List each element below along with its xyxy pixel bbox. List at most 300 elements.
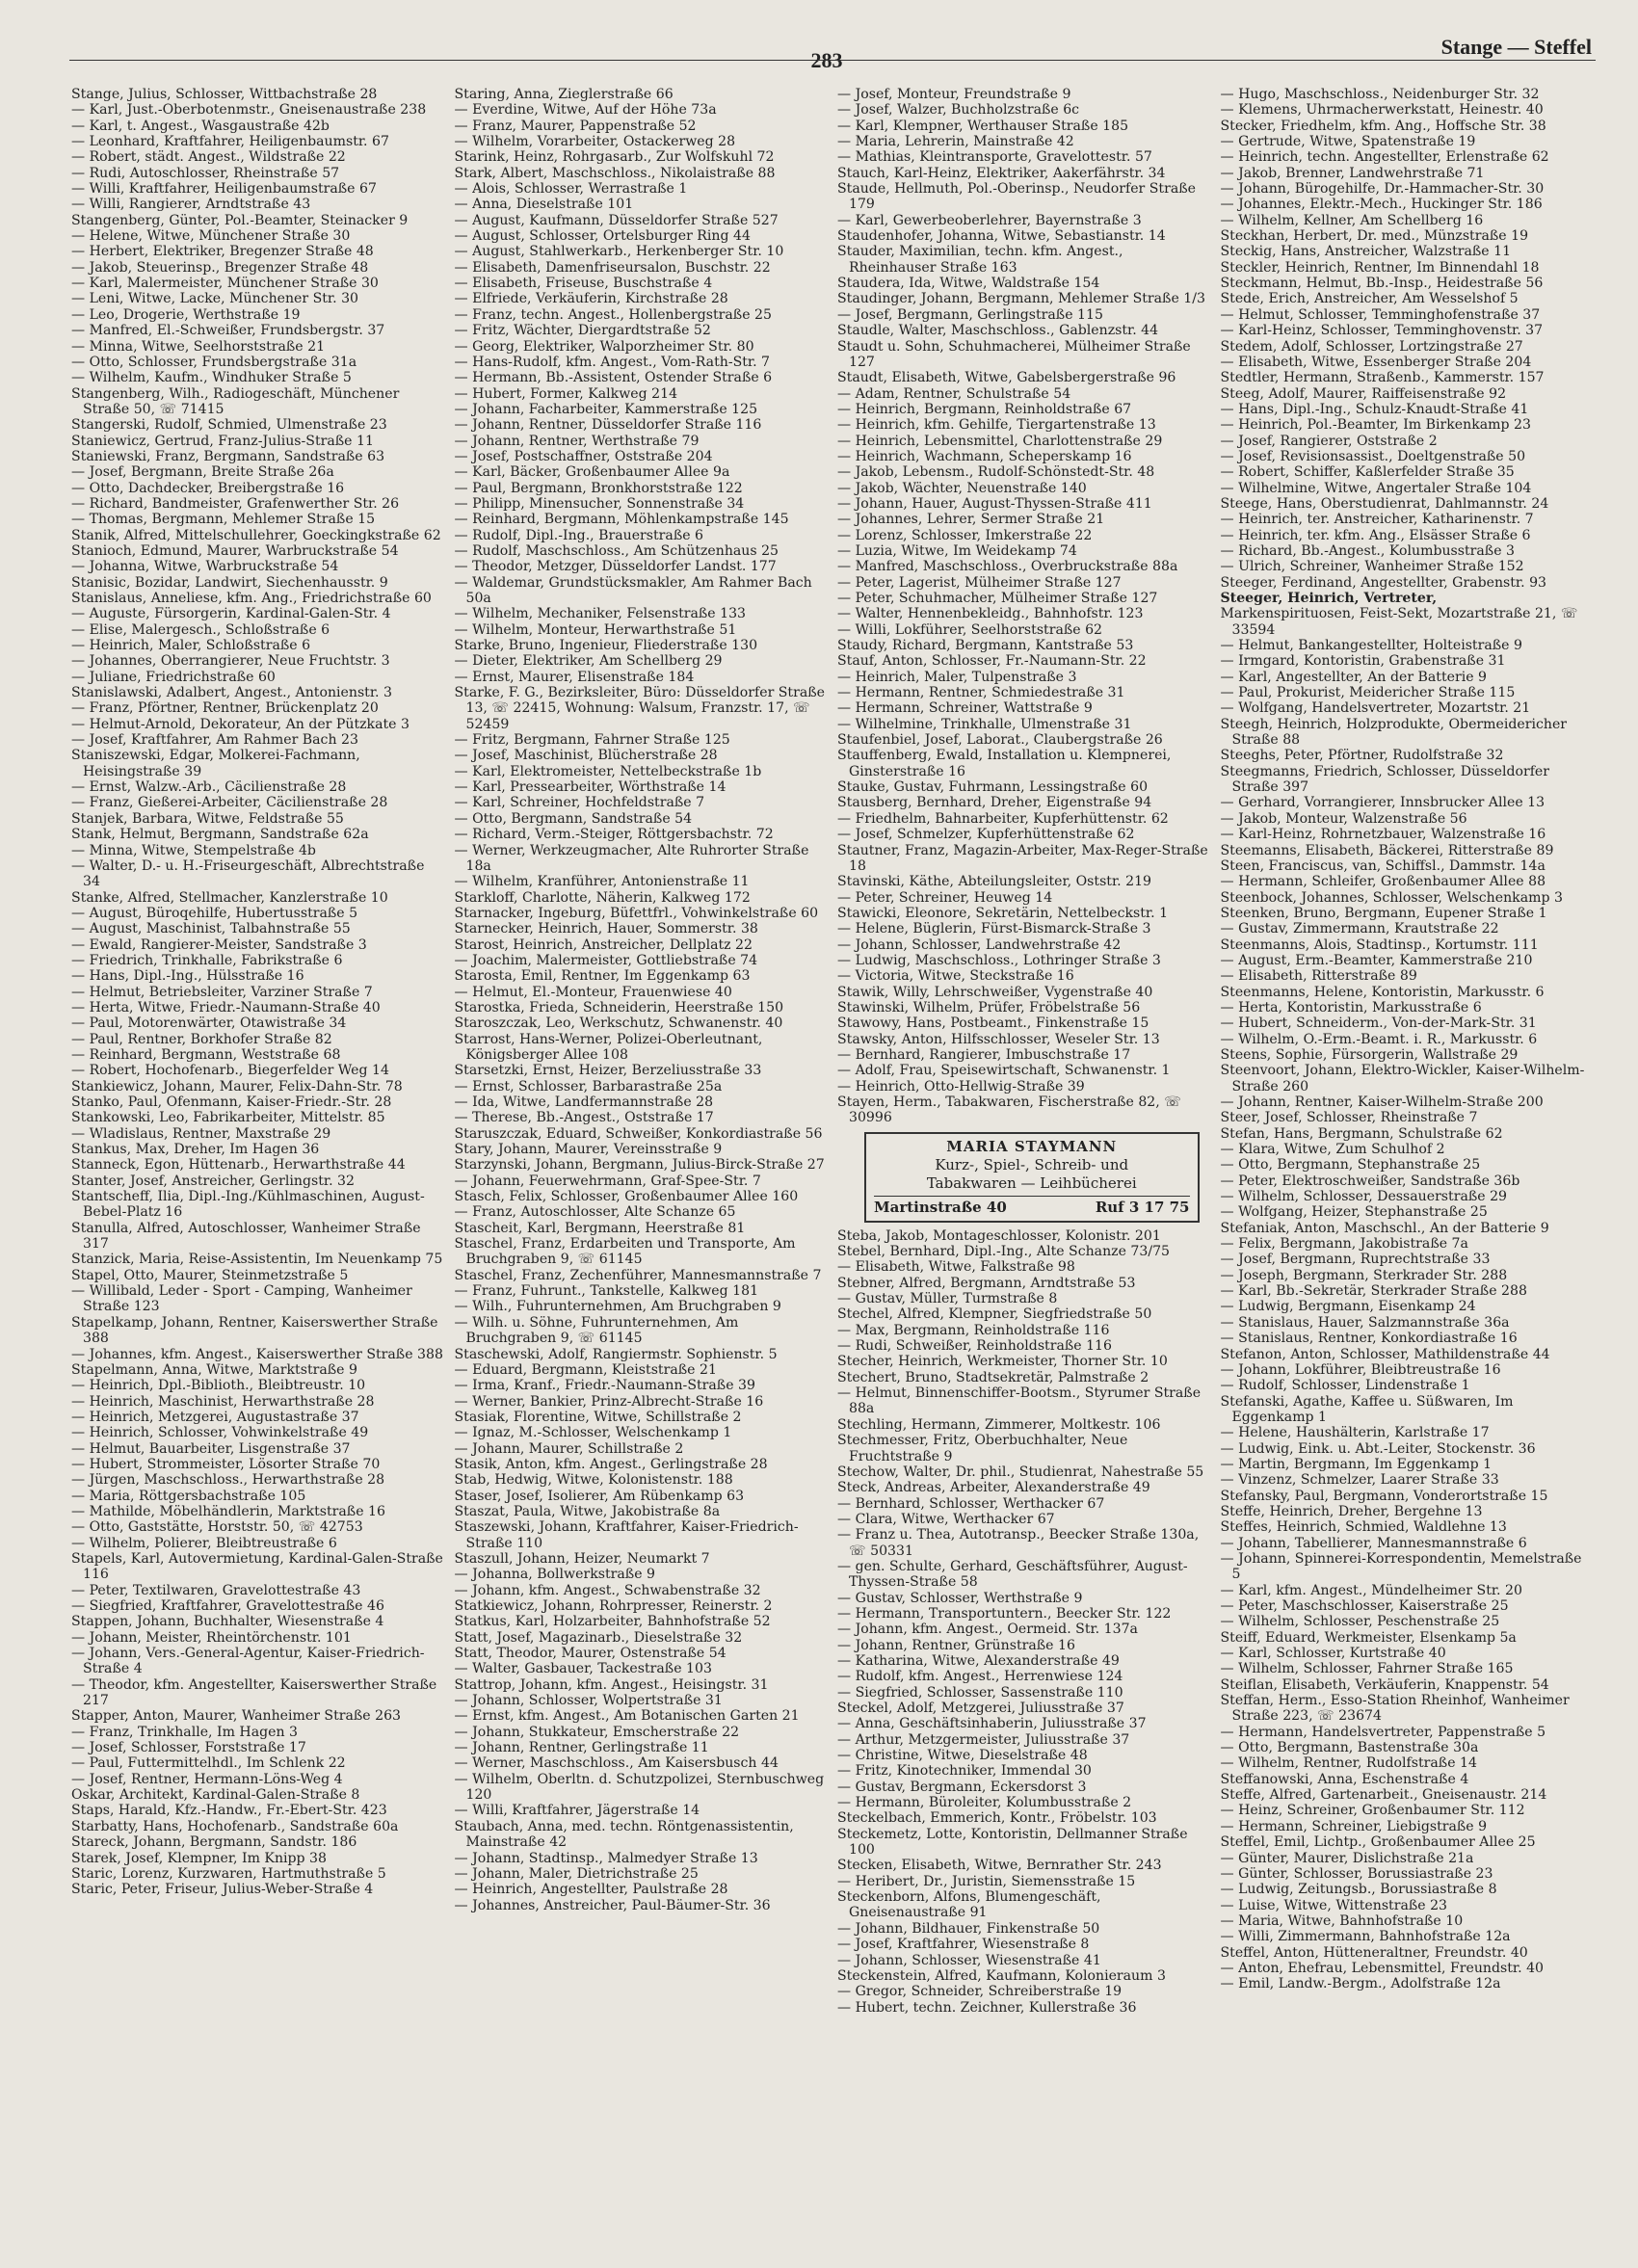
directory-entry: — Richard, Bb.-Angest., Kolumbusstraße 3 [1220, 542, 1516, 559]
directory-entry: Steba, Jakob, Montageschlosser, Kolonistr. 201 [837, 1227, 1161, 1244]
directory-entry: — Rudolf, Dipl.-Ing., Brauerstraße 6 [454, 527, 704, 543]
directory-entry: — Paul, Prokurist, Meidericher Straße 115 [1220, 685, 1516, 701]
directory-entry: — Adolf, Frau, Speisewirtschaft, Schwanenstr. 1 [837, 1063, 1171, 1079]
directory-entry: — August, Kaufmann, Düsseldorfer Straße 527 [454, 212, 779, 228]
directory-entry: — Gustav, Zimmermann, Krautstraße 22 [1220, 921, 1499, 937]
directory-entry: — Johann, Meister, Rheintörchenstr. 101 [71, 1629, 352, 1646]
directory-entry: — Karl, Angestellter, An der Batterie 9 [1220, 669, 1488, 685]
directory-entry: Stawik, Willy, Lehrschweißer, Vygenstraße 40 [837, 984, 1153, 1000]
directory-entry: — Josef, Bergmann, Ruprechtstraße 33 [1220, 1252, 1491, 1268]
ad-phone: Ruf 3 17 75 [1095, 1198, 1190, 1216]
directory-entry: Staudle, Walter, Maschschloss., Gablenzstr. 44 [837, 323, 1159, 339]
directory-entry: Staudt, Elisabeth, Witwe, Gabelsbergerstraße 96 [837, 370, 1176, 386]
directory-entry: — Hubert, Schneiderm., Von-der-Mark-Str. 31 [1220, 1015, 1537, 1032]
directory-entry: — Ernst, Schlosser, Barbarastraße 25a [454, 1078, 723, 1094]
directory-entry: — Heinrich, Pol.-Beamter, Im Birkenkamp 23 [1220, 417, 1531, 434]
directory-entry: Staniewski, Franz, Bergmann, Sandstraße 63 [71, 448, 385, 464]
directory-entry: Stanioch, Edmund, Maurer, Warbruckstraße 54 [71, 542, 399, 559]
directory-entry: — Martin, Bergmann, Im Eggenkamp 1 [1220, 1456, 1493, 1472]
directory-entry: — Karl, Elektromeister, Nettelbeckstraße 1b [454, 763, 762, 779]
directory-entry: — Gustav, Müller, Turmstraße 8 [837, 1291, 1058, 1307]
directory-entry: — Karl, Malermeister, Münchener Straße 30 [71, 276, 379, 292]
directory-entry: — Paul, Bergmann, Bronkhorststraße 122 [454, 480, 743, 496]
directory-entry: Stapelkamp, Johann, Rentner, Kaiserswerther Straße 388 [71, 1314, 438, 1347]
directory-entry: — Robert, Schiffer, Kaßlerfelder Straße 35 [1220, 464, 1515, 481]
directory-entry: Stauke, Gustav, Fuhrmann, Lessingstraße 60 [837, 779, 1149, 796]
directory-entry: Steckenstein, Alfred, Kaufmann, Kolonieraum 3 [837, 1967, 1166, 1984]
directory-entry: — Gregor, Schneider, Schreiberstraße 19 [837, 1984, 1123, 2000]
directory-entry: Statt, Josef, Magazinarb., Dieselstraße 32 [454, 1629, 743, 1646]
directory-entry: — Wilhelm, O.-Erm.-Beamt. i. R., Markusstr. 6 [1220, 1031, 1538, 1047]
directory-entry: Staric, Peter, Friseur, Julius-Weber-Straße 4 [71, 1882, 374, 1898]
directory-entry: — Franz, Pförtner, Rentner, Brückenplatz 20 [71, 700, 379, 717]
directory-entry: — Reinhard, Bergmann, Möhlenkampstraße 145 [454, 512, 789, 528]
directory-entry: Stangerski, Rudolf, Schmied, Ulmenstraße 23 [71, 417, 387, 434]
directory-entry: — Ernst, Maurer, Elisenstraße 184 [454, 669, 695, 685]
directory-entry: — Wilh. u. Söhne, Fuhrunternehmen, Am Bruchgraben 9, ☏ 61145 [454, 1314, 739, 1347]
directory-entry: — August, Erm.-Beamter, Kammerstraße 210 [1220, 952, 1533, 968]
directory-entry: — Hugo, Maschschloss., Neidenburger Str. 32 [1220, 87, 1540, 102]
directory-entry: Stayen, Herm., Tabakwaren, Fischerstraße 82, ☏ 30996 [837, 1094, 1181, 1126]
directory-entry: — Johann, Rentner, Grünstraße 16 [837, 1637, 1075, 1653]
directory-entry: — Victoria, Witwe, Steckstraße 16 [837, 968, 1074, 985]
directory-entry: — Johann, kfm. Angest., Schwabenstraße 32 [454, 1582, 761, 1598]
directory-entry: — Rudolf, Schlosser, Lindenstraße 1 [1220, 1378, 1470, 1394]
directory-entry: Stankus, Max, Dreher, Im Hagen 36 [71, 1142, 320, 1158]
directory-entry: — Josef, Rangierer, Oststraße 2 [1220, 433, 1438, 449]
directory-entry: — Heinrich, techn. Angestellter, Erlenstraße 62 [1220, 149, 1549, 166]
directory-entry: Stanislawski, Adalbert, Angest., Antonienstr. 3 [71, 685, 392, 701]
directory-entry: — Hubert, techn. Zeichner, Kullerstraße 36 [837, 1999, 1137, 2016]
directory-entry: — Felix, Bergmann, Jakobistraße 7a [1220, 1236, 1468, 1253]
directory-entry: — Karl, t. Angest., Wasgaustraße 42b [71, 118, 330, 134]
directory-entry: Stausberg, Bernhard, Dreher, Eigenstraße 94 [837, 795, 1152, 811]
directory-entry: — Josef, Kraftfahrer, Wiesenstraße 8 [837, 1937, 1090, 1953]
directory-entry: — Robert, städt. Angest., Wildstraße 22 [71, 149, 346, 166]
directory-entry: — Franz, Gießerei-Arbeiter, Cäcilienstraße 28 [71, 795, 388, 811]
directory-entry: — Wilhelm, Kranführer, Antonienstraße 11 [454, 874, 750, 890]
directory-entry: — Minna, Witwe, Seelhorststraße 21 [71, 338, 326, 355]
directory-entry: Stanislaus, Anneliese, kfm. Ang., Friedrichstraße 60 [71, 591, 432, 606]
directory-entry: — Karl, Bäcker, Großenbaumer Allee 9a [454, 464, 730, 481]
directory-entry: Stefaniak, Anton, Maschschl., An der Batterie 9 [1220, 1220, 1549, 1236]
directory-entry: — Karl, Pressearbeiter, Wörthstraße 14 [454, 779, 727, 796]
directory-entry: Stangenberg, Wilh., Radiogeschäft, Münchener Straße 50, ☏ 71415 [71, 385, 400, 417]
directory-entry: Stecken, Elisabeth, Witwe, Bernrather Str. 243 [837, 1858, 1162, 1874]
directory-entry: — Wilhelm, Polierer, Bleibtreustraße 6 [71, 1535, 337, 1551]
directory-entry: — Ludwig, Zeitungsb., Borussiastraße 8 [1220, 1882, 1497, 1898]
directory-entry: — Franz, Autoschlosser, Alte Schanze 65 [454, 1204, 736, 1221]
directory-entry: — Otto, Dachdecker, Breibergstraße 16 [71, 480, 345, 496]
directory-entry: — Maria, Röttgersbachstraße 105 [71, 1488, 306, 1504]
directory-entry: — August, Maschinist, Talbahnstraße 55 [71, 921, 351, 937]
directory-entry: — Philipp, Minensucher, Sonnenstraße 34 [454, 495, 745, 512]
directory-entry: — Herta, Witwe, Friedr.-Naumann-Straße 40 [71, 999, 381, 1015]
directory-entry: — Hermann, Handelsvertreter, Pappenstraße 5 [1220, 1724, 1546, 1740]
directory-entry: — Helmut-Arnold, Dekorateur, An der Pützkate 3 [71, 716, 410, 732]
directory-entry: Stanter, Josef, Anstreicher, Gerlingstr. 32 [71, 1173, 355, 1189]
directory-entry: — Joseph, Bergmann, Sterkrader Str. 288 [1220, 1267, 1508, 1283]
directory-entry: — Fritz, Bergmann, Fahrner Straße 125 [454, 732, 730, 749]
directory-entry: — Max, Bergmann, Reinholdstraße 116 [837, 1322, 1110, 1338]
directory-entry: — Wilhelmine, Witwe, Angertaler Straße 104 [1220, 480, 1532, 496]
directory-entry: — Elisabeth, Damenfriseursalon, Buschstr. 22 [454, 259, 771, 276]
directory-entry: — Jakob, Wächter, Neuenstraße 140 [837, 480, 1087, 496]
directory-entry: — Wilhelm, Schlosser, Dessauerstraße 29 [1220, 1189, 1508, 1205]
directory-entry: — Clara, Witwe, Werthacker 67 [837, 1511, 1055, 1527]
directory-entry: Staubach, Anna, med. techn. Röntgenassistentin, Mainstraße 42 [454, 1818, 794, 1851]
directory-entry: Statt, Theodor, Maurer, Ostenstraße 54 [454, 1646, 727, 1662]
directory-entry: — Johann, Bildhauer, Finkenstraße 50 [837, 1920, 1100, 1937]
directory-entry: — Rudi, Autoschlosser, Rheinstraße 57 [71, 165, 340, 181]
directory-entry: — Wolfgang, Handelsvertreter, Mozartstr. 21 [1220, 700, 1531, 717]
directory-entry: — Wilhelm, Schlosser, Fahrner Straße 165 [1220, 1661, 1514, 1677]
directory-entry: Stechmesser, Fritz, Oberbuchhalter, Neue Fruchtstraße 9 [837, 1433, 1128, 1464]
directory-entry: — Josef, Revisionsassist., Doeltgenstraße 50 [1220, 448, 1526, 464]
directory-entry: — Jakob, Lebensm., Rudolf-Schönstedt-Str. 48 [837, 464, 1155, 481]
directory-entry: — Jürgen, Maschschloss., Herwarthstraße 28 [71, 1472, 385, 1489]
directory-entry: — Bernhard, Rangierer, Imbuschstraße 17 [837, 1046, 1131, 1063]
directory-entry: — Johann, Facharbeiter, Kammerstraße 125 [454, 401, 758, 417]
directory-entry: — Richard, Bandmeister, Grafenwerther Str. 26 [71, 495, 400, 512]
directory-entry: — Anton, Ehefrau, Lebensmittel, Freundstr. 40 [1220, 1960, 1545, 1976]
directory-entry: — Maria, Witwe, Bahnhofstraße 10 [1220, 1912, 1464, 1929]
ad-line1: Kurz-, Spiel-, Schreib- und [935, 1155, 1129, 1174]
directory-entry: Steemanns, Elisabeth, Bäckerei, Ritterstraße 89 [1220, 842, 1554, 858]
directory-entry: — Elisabeth, Friseuse, Buschstraße 4 [454, 276, 713, 292]
directory-entry: Steckig, Hans, Anstreicher, Walzstraße 11 [1220, 244, 1512, 260]
directory-entry: Steckel, Adolf, Metzgerei, Juliusstraße 37 [837, 1701, 1124, 1716]
directory-entry: — Johann, Schlosser, Wiesenstraße 41 [837, 1952, 1101, 1968]
directory-entry: — Wilh., Fuhrunternehmen, Am Bruchgraben 9 [454, 1299, 781, 1315]
directory-entry: — Johann, Maler, Dietrichstraße 25 [454, 1865, 699, 1882]
directory-entry: Stefansky, Paul, Bergmann, Vonderortstraße 15 [1220, 1488, 1548, 1504]
directory-entry: Stanjek, Barbara, Witwe, Feldstraße 55 [71, 810, 344, 827]
directory-entry: Stappen, Johann, Buchhalter, Wiesenstraße 4 [71, 1614, 384, 1630]
directory-entry: Stauf, Anton, Schlosser, Fr.-Naumann-Str. 22 [837, 653, 1147, 670]
directory-entry: — Leni, Witwe, Lacke, Münchener Str. 30 [71, 291, 359, 307]
directory-entry: — Peter, Elektroschweißer, Sandstraße 36b [1220, 1173, 1520, 1189]
directory-entry: — Jakob, Monteur, Walzenstraße 56 [1220, 810, 1467, 827]
directory-entry: — Josef, Bergmann, Gerlingstraße 115 [837, 306, 1103, 323]
directory-entry: Staniszewski, Edgar, Molkerei-Fachmann, Heisingstraße 39 [71, 748, 360, 779]
directory-entry: — Heinz, Schreiner, Großenbaumer Str. 112 [1220, 1803, 1525, 1819]
directory-entry: — Heinrich, Otto-Hellwig-Straße 39 [837, 1078, 1085, 1094]
directory-entry: — Ludwig, Eink. u. Abt.-Leiter, Stockenstr. 36 [1220, 1440, 1536, 1457]
directory-entry: — Siegfried, Kraftfahrer, Gravelottestraße 46 [71, 1598, 384, 1614]
directory-entry: — Paul, Futtermittelhdl., Im Schlenk 22 [71, 1755, 346, 1772]
directory-entry: — Vinzenz, Schmelzer, Laarer Straße 33 [1220, 1472, 1499, 1489]
directory-entry: — Josef, Schmelzer, Kupferhüttenstraße 62 [837, 827, 1135, 843]
directory-entry: — Arthur, Metzgermeister, Juliusstraße 37 [837, 1731, 1130, 1748]
directory-entry: — Wilhelm, Kaufm., Windhuker Straße 5 [71, 370, 352, 386]
directory-entry: Stankiewicz, Johann, Maurer, Felix-Dahn-Str. 78 [71, 1078, 403, 1094]
directory-entry: — Minna, Witwe, Stempelstraße 4b [71, 842, 316, 858]
directory-entry: — Franz, Maurer, Pappenstraße 52 [454, 118, 697, 134]
directory-entry: Stapel, Otto, Maurer, Steinmetzstraße 5 [71, 1267, 349, 1283]
directory-entry: — Helmut, Betriebsleiter, Varziner Straße 7 [71, 984, 373, 1000]
directory-entry: — Lorenz, Schlosser, Imkerstraße 22 [837, 527, 1093, 543]
directory-entry: — Josef, Kraftfahrer, Am Rahmer Bach 23 [71, 732, 358, 749]
directory-entry: — Heribert, Dr., Juristin, Siemensstraße 15 [837, 1873, 1136, 1889]
directory-entry: Stange, Julius, Schlosser, Wittbachstraße 28 [71, 87, 378, 102]
directory-entry: Stechow, Walter, Dr. phil., Studienrat, Nahestraße 55 [837, 1464, 1204, 1480]
directory-entry: Stefan, Hans, Bergmann, Schulstraße 62 [1220, 1125, 1503, 1142]
directory-entry: — Heinrich, Metzgerei, Augustastraße 37 [71, 1409, 359, 1425]
directory-entry: — Reinhard, Bergmann, Weststraße 68 [71, 1046, 341, 1063]
directory-entry: — Paul, Rentner, Borkhofer Straße 82 [71, 1031, 332, 1047]
directory-entry: — Fritz, Kinotechniker, Immendal 30 [837, 1763, 1092, 1780]
directory-entry: — Johann, Rentner, Gerlingstraße 11 [454, 1740, 709, 1756]
directory-entry: Stark, Albert, Maschschloss., Nikolaistraße 88 [454, 165, 776, 181]
directory-entry: Stascheit, Karl, Bergmann, Heerstraße 81 [454, 1220, 746, 1236]
directory-entry: Steege, Hans, Oberstudienrat, Dahlmannstr. 24 [1220, 495, 1549, 512]
directory-entry: — Karl, Gewerbeoberlehrer, Bayernstraße 3 [837, 212, 1142, 228]
directory-entry: Stechel, Alfred, Klempner, Siegfriedstraße 50 [837, 1306, 1152, 1323]
directory-entry: — Gustav, Bergmann, Eckersdorst 3 [837, 1779, 1087, 1795]
directory-entry: — Josef, Walzer, Buchholzstraße 6c [837, 102, 1080, 119]
directory-entry: — Ludwig, Maschschloss., Lothringer Straße 3 [837, 952, 1161, 968]
directory-entry: — Rudolf, kfm. Angest., Herrenwiese 124 [837, 1669, 1123, 1685]
directory-entry: — Johanna, Witwe, Warbruckstraße 54 [71, 559, 339, 575]
directory-entry: — Ludwig, Bergmann, Eisenkamp 24 [1220, 1299, 1476, 1315]
directory-entry: Statkiewicz, Johann, Rohrpresser, Reinerstr. 2 [454, 1598, 773, 1614]
directory-entry: Steffe, Heinrich, Dreher, Bergehne 13 [1220, 1503, 1483, 1519]
directory-entry: — Eduard, Bergmann, Kleiststraße 21 [454, 1361, 717, 1378]
directory-entry: — Friedrich, Trinkhalle, Fabrikstraße 6 [71, 952, 343, 968]
directory-entry: Starke, F. G., Bezirksleiter, Büro: Düsseldorfer Straße 13, ☏ 22415, Wohnung: Walsum, Franzstr. 17, ☏ 52459 [454, 685, 825, 732]
directory-entry: Starostka, Frieda, Schneiderin, Heerstraße 150 [454, 999, 784, 1015]
directory-entry: Staudinger, Johann, Bergmann, Mehlemer Straße 1/3 [837, 291, 1205, 307]
directory-entry: Stanik, Alfred, Mittelschullehrer, Goeckingkstraße 62 [71, 527, 441, 543]
directory-entry: — Wilhelm, Schlosser, Peschenstraße 25 [1220, 1614, 1500, 1630]
directory-entry: Steer, Josef, Schlosser, Rheinstraße 7 [1220, 1110, 1478, 1126]
directory-entry: Steffel, Anton, Hütteneraltner, Freundstr. 40 [1220, 1944, 1528, 1961]
directory-entry: — Waldemar, Grundstücksmakler, Am Rahmer Bach 50a [454, 574, 812, 606]
directory-entry: — Gertrude, Witwe, Spatenstraße 19 [1220, 134, 1476, 150]
directory-entry: — August, Schlosser, Ortelsburger Ring 44 [454, 228, 751, 245]
directory-entry: — Johann, Schlosser, Landwehrstraße 42 [837, 936, 1122, 953]
directory-entry: — Anna, Geschäftsinhaberin, Juliusstraße 37 [837, 1716, 1147, 1732]
directory-entry: Stauch, Karl-Heinz, Elektriker, Aakerfährstr. 34 [837, 165, 1166, 181]
directory-entry: Starke, Bruno, Ingenieur, Fliederstraße 130 [454, 638, 758, 654]
directory-entry: Stauffenberg, Ewald, Installation u. Klempnerei, Ginsterstraße 16 [837, 748, 1172, 779]
directory-entry: Stary, Johann, Maurer, Vereinsstraße 9 [454, 1142, 723, 1158]
directory-entry: Staps, Harald, Kfz.-Handw., Fr.-Ebert-Str. 423 [71, 1803, 387, 1819]
column-2 [455, 87, 829, 2235]
ad-footer [874, 1196, 1190, 1217]
directory-entry: — Hermann, Transportuntern., Beecker Str. 122 [837, 1605, 1172, 1622]
directory-entry: — Leo, Drogerie, Werthstraße 19 [71, 306, 301, 323]
directory-entry: — Otto, Schlosser, Frundsbergstraße 31a [71, 354, 357, 370]
directory-entry: — Josef, Maschinist, Blücherstraße 28 [454, 748, 718, 764]
directory-entry: Stecher, Heinrich, Werkmeister, Thorner Str. 10 [837, 1354, 1168, 1370]
directory-entry: Starink, Heinz, Rohrgasarb., Zur Wolfskuhl 72 [454, 149, 775, 166]
directory-entry: — Hans, Dipl.-Ing., Hülsstraße 16 [71, 968, 304, 985]
ad-line2: Tabakwaren — Leihbücherei [926, 1174, 1137, 1192]
directory-entry: Starkloff, Charlotte, Näherin, Kalkweg 172 [454, 889, 751, 906]
directory-entry: Steffanowski, Anna, Eschenstraße 4 [1220, 1771, 1469, 1787]
directory-entry: Steckmann, Helmut, Bb.-Insp., Heidestraße 56 [1220, 276, 1544, 292]
directory-entry: Steffes, Heinrich, Schmied, Waldlehne 13 [1220, 1519, 1507, 1536]
directory-entry: — Helene, Haushälterin, Karlstraße 17 [1220, 1425, 1490, 1441]
directory-entry: — Johann, Lokführer, Bleibtreustraße 16 [1220, 1361, 1501, 1378]
directory-entry: — Franz u. Thea, Autotransp., Beecker Straße 130a, ☏ 50331 [837, 1527, 1200, 1559]
directory-entry: — Hubert, Former, Kalkweg 214 [454, 385, 678, 402]
directory-entry: — Heinrich, kfm. Gehilfe, Tiergartenstraße 13 [837, 417, 1156, 434]
directory-entry: Stasiak, Florentine, Witwe, Schillstraße 2 [454, 1409, 742, 1425]
directory-entry: — Willi, Rangierer, Arndtstraße 43 [71, 197, 311, 213]
directory-entry: — Heinrich, ter. Anstreicher, Katharinenstr. 7 [1220, 512, 1534, 528]
directory-entry: — Willi, Zimmermann, Bahnhofstraße 12a [1220, 1929, 1511, 1945]
directory-entry: — Wladislaus, Rentner, Maxstraße 29 [71, 1125, 331, 1142]
directory-entry: Staudenhofer, Johanna, Witwe, Sebastianstr. 14 [837, 228, 1166, 245]
directory-entry: Staring, Anna, Zieglerstraße 66 [454, 87, 674, 102]
directory-entry: — Heinrich, Wachmann, Scheperskamp 16 [837, 448, 1132, 464]
directory-entry: — Herbert, Elektriker, Bregenzer Straße 48 [71, 244, 374, 260]
directory-entry: Staniewicz, Gertrud, Franz-Julius-Straße 11 [71, 433, 374, 449]
column-1 [71, 87, 445, 2235]
directory-entry: — Helmut, Bankangestellter, Holteistraße 9 [1220, 638, 1522, 654]
directory-entry: Stede, Erich, Anstreicher, Am Wesselshof 5 [1220, 291, 1519, 307]
directory-entry: Stattrop, Johann, kfm. Angest., Heisingstr. 31 [454, 1676, 769, 1693]
directory-entry: — Siegfried, Schlosser, Sassenstraße 110 [837, 1684, 1123, 1701]
directory-entry: — Ernst, kfm. Angest., Am Botanischen Garten 21 [454, 1708, 800, 1725]
directory-entry: Stauder, Maximilian, techn. kfm. Angest., Rheinhauser Straße 163 [837, 244, 1123, 276]
directory-entry: — Christine, Witwe, Dieselstraße 48 [837, 1748, 1088, 1764]
directory-entry: Stefanski, Agathe, Kaffee u. Süßwaren, Im Eggenkamp 1 [1220, 1393, 1514, 1425]
directory-entry: Staudera, Ida, Witwe, Waldstraße 154 [837, 276, 1100, 292]
directory-entry: — Stanislaus, Rentner, Konkordiastraße 16 [1220, 1331, 1518, 1347]
directory-entry: Steegmanns, Friedrich, Schlosser, Düsseldorfer Straße 397 [1220, 763, 1549, 796]
directory-entry: — Richard, Verm.-Steiger, Röttgersbachstr. 72 [454, 827, 774, 843]
directory-entry: Steeger, Ferdinand, Angestellter, Grabenstr. 93 [1220, 574, 1547, 591]
directory-entry: — Josef, Rentner, Hermann-Löns-Weg 4 [71, 1771, 343, 1787]
directory-entry: Starek, Josef, Klempner, Im Knipp 38 [71, 1850, 327, 1866]
directory-entry: — Günter, Schlosser, Borussiastraße 23 [1220, 1865, 1493, 1882]
directory-entry: Steenken, Bruno, Bergmann, Eupener Straße 1 [1220, 905, 1547, 921]
directory-entry: — Hubert, Strommeister, Lösorter Straße 70 [71, 1456, 381, 1472]
directory-entry: — Karl, Schlosser, Kurtstraße 40 [1220, 1646, 1446, 1662]
directory-entry: — Karl-Heinz, Schlosser, Temminghovenstr. 37 [1220, 323, 1544, 339]
directory-entry: — Joachim, Malermeister, Gottliebstraße 74 [454, 952, 758, 968]
directory-entry: — Karl, Just.-Oberbotenmstr., Gneisenaustraße 238 [71, 102, 427, 119]
directory-entry: — Otto, Bergmann, Stephanstraße 25 [1220, 1157, 1481, 1174]
directory-entry: — Hermann, Büroleiter, Kolumbusstraße 2 [837, 1795, 1132, 1811]
directory-entry: Steen, Franciscus, van, Schiffsl., Dammstr. 14a [1220, 857, 1546, 874]
directory-entry: — Karl, kfm. Angest., Mündelheimer Str. 20 [1220, 1582, 1522, 1598]
directory-entry: — Helmut, Bauarbeiter, Lisgenstraße 37 [71, 1440, 351, 1457]
directory-entry: Stedtler, Hermann, Straßenb., Kammerstr. 157 [1220, 370, 1545, 386]
directory-entry: — Ulrich, Schreiner, Wanheimer Straße 152 [1220, 559, 1524, 575]
directory-entry: — August, Stahlwerkarb., Herkenberger Str. 10 [454, 244, 784, 260]
directory-entry: Starost, Heinrich, Anstreicher, Dellplatz 22 [454, 936, 753, 953]
directory-entry: — Paul, Motorenwärter, Otawistraße 34 [71, 1015, 347, 1032]
advertisement-box [864, 1132, 1200, 1223]
directory-entry: — Rudolf, Maschschloss., Am Schützenhaus 25 [454, 542, 779, 559]
directory-entry: — Dieter, Elektriker, Am Schellberg 29 [454, 653, 723, 670]
directory-entry: — Theodor, Metzger, Düsseldorfer Landst. 177 [454, 559, 777, 575]
directory-entry: — Franz, techn. Angest., Hollenbergstraße 25 [454, 306, 772, 323]
directory-entry: Staschel, Franz, Zechenführer, Mannesmannstraße 7 [454, 1267, 822, 1283]
directory-entry: — Heinrich, Angestellter, Paulstraße 28 [454, 1882, 728, 1898]
directory-entry: — Peter, Schuhmacher, Mülheimer Straße 127 [837, 591, 1158, 606]
directory-entry: — Jakob, Brenner, Landwehrstraße 71 [1220, 165, 1485, 181]
directory-entry: Stawsky, Anton, Hilfsschlosser, Weseler Str. 13 [837, 1031, 1160, 1047]
directory-entry: — Gerhard, Vorrangierer, Innsbrucker Allee 13 [1220, 795, 1546, 811]
directory-columns [71, 87, 1594, 2235]
directory-entry: — Hans-Rudolf, kfm. Angest., Vom-Rath-Str. 7 [454, 354, 771, 370]
directory-entry: Steckenborn, Alfons, Blumengeschäft, Gneisenaustraße 91 [837, 1889, 1101, 1921]
directory-entry: — Johann, Bürogehilfe, Dr.-Hammacher-Str. 30 [1220, 181, 1545, 198]
directory-entry: — Heinrich, Maschinist, Herwarthstraße 28 [71, 1393, 375, 1410]
directory-entry: — gen. Schulte, Gerhard, Geschäftsführer, August-Thyssen-Straße 58 [837, 1558, 1188, 1591]
directory-entry: — Theodor, kfm. Angestellter, Kaiserswerther Straße 217 [71, 1676, 437, 1709]
directory-entry: Staufenbiel, Josef, Laborat., Claubergstraße 26 [837, 732, 1163, 749]
directory-entry: — Heinrich, Dpl.-Biblioth., Bleibtreustr. 10 [71, 1378, 366, 1394]
directory-entry: Staude, Hellmuth, Pol.-Oberinsp., Neudorfer Straße 179 [837, 181, 1196, 213]
directory-entry: — Johann, Spinnerei-Korrespondentin, Memelstraße 5 [1220, 1550, 1582, 1583]
directory-entry: Staser, Josef, Isolierer, Am Rübenkamp 63 [454, 1488, 745, 1504]
directory-entry: — Peter, Schreiner, Heuweg 14 [837, 889, 1053, 906]
directory-entry: — Karl, Bb.-Sekretär, Sterkrader Straße 288 [1220, 1283, 1527, 1300]
directory-entry: Stareck, Johann, Bergmann, Sandstr. 186 [71, 1834, 357, 1851]
directory-entry: — Manfred, El.-Schweißer, Frundsbergstr. 37 [71, 323, 385, 339]
directory-entry: — Elisabeth, Witwe, Essenberger Straße 204 [1220, 354, 1532, 370]
directory-entry: Starzynski, Johann, Bergmann, Julius-Birck-Straße 27 [454, 1157, 825, 1174]
directory-entry: — Mathilde, Möbelhändlerin, Marktstraße 16 [71, 1503, 385, 1519]
directory-entry: — Johann, Stadtinsp., Malmedyer Straße 13 [454, 1850, 758, 1866]
directory-entry: Stab, Hedwig, Witwe, Kolonistenstr. 188 [454, 1472, 733, 1489]
directory-entry: Staszat, Paula, Witwe, Jakobistraße 8a [454, 1503, 721, 1519]
directory-entry: Starnacker, Ingeburg, Büfettfrl., Vohwinkelstraße 60 [454, 905, 819, 921]
directory-entry: Starrost, Hans-Werner, Polizei-Oberleutnant, Königsberger Allee 108 [454, 1031, 763, 1063]
directory-entry: — Friedhelm, Bahnarbeiter, Kupferhüttenstr. 62 [837, 810, 1169, 827]
directory-entry: — Wolfgang, Heizer, Stephanstraße 25 [1220, 1204, 1488, 1221]
directory-entry: — Katharina, Witwe, Alexanderstraße 49 [837, 1652, 1120, 1669]
directory-entry: — Emil, Landw.-Bergm., Adolfstraße 12a [1220, 1976, 1501, 1992]
directory-entry: Markenspirituosen, Feist-Sekt, Mozartstraße 21, ☏ 33594 [1220, 606, 1578, 638]
directory-entry: — Anna, Dieselstraße 101 [454, 197, 634, 213]
directory-entry: — Josef, Postschaffner, Oststraße 204 [454, 448, 713, 464]
directory-entry: Staschewski, Adolf, Rangiermstr. Sophienstr. 5 [454, 1346, 778, 1362]
directory-entry: — Werner, Bankier, Prinz-Albrecht-Straße 16 [454, 1393, 764, 1410]
directory-entry: Staschel, Franz, Erdarbeiten und Transporte, Am Bruchgraben 9, ☏ 61145 [454, 1236, 796, 1268]
directory-entry: — Klara, Witwe, Zum Schulhof 2 [1220, 1142, 1445, 1158]
directory-entry: — Helene, Büglerin, Fürst-Bismarck-Straße 3 [837, 921, 1151, 937]
directory-entry: Stautner, Franz, Magazin-Arbeiter, Max-Reger-Straße 18 [837, 842, 1208, 874]
directory-entry: — Otto, Gaststätte, Horststr. 50, ☏ 42753 [71, 1519, 363, 1536]
directory-entry: Starosta, Emil, Rentner, Im Eggenkamp 63 [454, 968, 751, 985]
directory-entry: Steenmanns, Helene, Kontoristin, Markusstr. 6 [1220, 984, 1545, 1000]
directory-entry: — Karl, Klempner, Werthauser Straße 185 [837, 118, 1129, 134]
directory-entry: — Juliane, Friedrichstraße 60 [71, 669, 276, 685]
directory-entry: — Luise, Witwe, Wittenstraße 23 [1220, 1897, 1448, 1913]
directory-entry: — Wilhelm, Mechaniker, Felsenstraße 133 [454, 606, 747, 622]
directory-entry: — Josef, Bergmann, Breite Straße 26a [71, 464, 334, 481]
directory-entry: — Wilhelm, Oberltn. d. Schutzpolizei, Sternbuschweg 120 [454, 1771, 825, 1804]
directory-entry: Stechling, Hermann, Zimmerer, Moltkestr. 106 [837, 1416, 1161, 1433]
directory-entry: Steeger, Heinrich, Vertreter, [1220, 591, 1438, 606]
directory-entry: — Gustav, Schlosser, Werthstraße 9 [837, 1590, 1083, 1606]
directory-entry: Stanke, Alfred, Stellmacher, Kanzlerstraße 10 [71, 889, 388, 906]
directory-entry: Stechert, Bruno, Stadtsekretär, Palmstraße 2 [837, 1369, 1149, 1385]
directory-entry: — Helmut, El.-Monteur, Frauenwiese 40 [454, 984, 732, 1000]
directory-entry: — Heinrich, Schlosser, Vohwinkelstraße 49 [71, 1425, 369, 1441]
directory-entry: Steckhan, Herbert, Dr. med., Münzstraße 19 [1220, 228, 1529, 245]
directory-entry: — Mathias, Kleintransporte, Gravelottestr. 57 [837, 149, 1152, 166]
header-rule [69, 60, 1596, 61]
